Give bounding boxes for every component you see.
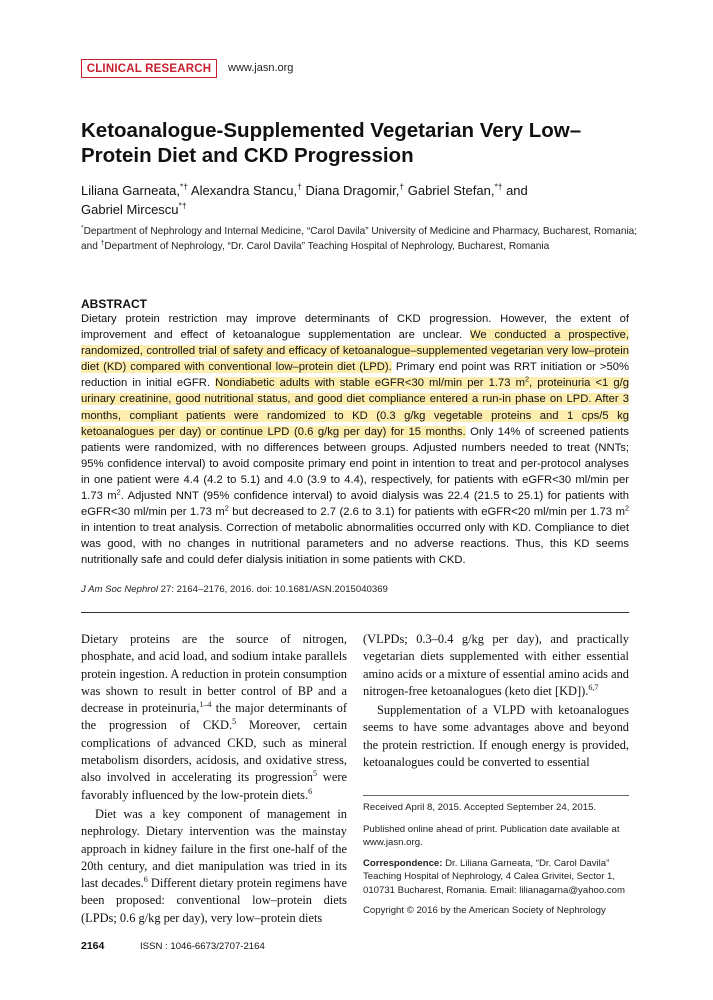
authors-and: and xyxy=(506,183,528,198)
body-paragraph xyxy=(363,631,629,700)
body-text: Moreover, certain complications of advanced CKD, such as mineral metabolism disorders, acidosis, and oxidative stress, also involved in accelerating its progression xyxy=(81,718,348,785)
copyright-notice: Copyright © 2016 by the American Society of Nephrology xyxy=(363,905,606,916)
reference-mark: 6 xyxy=(143,875,148,885)
body-text: Different dietary protein regimens have been proposed: conventional low–protein diets (LPDs; 0.6 g/kg per day), very low–protein diets xyxy=(81,876,347,925)
body-text: the major determinants of the progression of CKD. xyxy=(81,701,347,733)
abstract-sentence: Only 14% of screened patients patients were randomized, with no differences between groups. Adjusted numbers needed to treat (NNTs; 95% confidence interval) to avoid composite primary end point in intention to treat and per-protocol analyses in one patient were 4.4 (4.2 to 5.1) and 4.0 (3.9 to 4.4), respectively, for patients with eGFR<30 ml/min per 1.73 m xyxy=(81,425,629,503)
citation-journal: J Am Soc Nephrol xyxy=(81,584,158,595)
body-text: (VLPDs; 0.3–0.4 g/kg per day), and practically vegetarian diets supplemented with either essential amino acids or a mixture of essential amino acids and nitrogen-free ketoanalogues (keto diet [KD]). xyxy=(363,632,629,698)
body-column-right xyxy=(363,631,629,771)
author-name: Gabriel Mircescu xyxy=(81,202,179,217)
author-name: Diana Dragomir, xyxy=(305,183,400,198)
publication-note: Published online ahead of print. Publication date available at www.jasn.org. xyxy=(363,824,620,849)
reference-mark: 5 xyxy=(312,769,317,779)
article-info-divider xyxy=(363,795,629,796)
received-dates: Received April 8, 2015. Accepted September 24, 2015. xyxy=(363,802,597,813)
superscript: 2 xyxy=(524,374,530,384)
body-text: were favorably influenced by the low-protein diets. xyxy=(81,770,348,802)
abstract-sentence: Dietary protein restriction may improve determinants of CKD progression. However, the extent of improvement and effect of ketoanalogue supplementation are unclear. xyxy=(81,313,629,342)
correspondence-text: Dr. Liliana Garneata, “Dr. Carol Davila” Teaching Hospital of Nephrology, 4 Calea Grivitei, Sector 1, 010731 Bucharest, Romania. Email: lilianagarna@yahoo.com xyxy=(363,858,625,896)
correspondence xyxy=(363,857,629,897)
abstract-sentence: in intention to treat analysis. Correction of metabolic abnormalities occurred only with KD. Compliance to diet was good, with no changes in nutritional parameters and no adverse reactions. Thus, this KD seems nutritionally safe and could defer dialysis initiation in some patients with CKD. xyxy=(81,522,629,567)
affiliation-mark: † xyxy=(100,239,105,247)
abstract-text xyxy=(81,311,629,569)
body-paragraph: Supplementation of a VLPD with ketoanalogues seems to have some advantages above and beyond the protein restriction. If enough energy is provided, ketoanalogues could be converted to essential xyxy=(363,703,629,770)
page-number: 2164 xyxy=(81,940,105,952)
abstract-highlight-text: Nondiabetic adults with stable eGFR<30 ml/min per 1.73 m xyxy=(215,377,525,390)
body-text: Diet was a key component of management in nephrology. Dietary intervention was the mainstay approach in kidney failure in the first one-half of the 20th century, and diet manipulation was tried in its last decades. xyxy=(81,806,347,891)
reference-mark: 5 xyxy=(232,717,237,727)
author-affiliation-mark: *† xyxy=(180,181,188,192)
correspondence-label: Correspondence: xyxy=(363,858,443,869)
author-affiliation-mark: † xyxy=(399,181,405,192)
body-paragraph xyxy=(81,631,347,804)
author-affiliation-mark: † xyxy=(297,181,302,192)
author-name: Alexandra Stancu, xyxy=(190,183,298,198)
author-affiliation-mark: *† xyxy=(494,181,503,192)
citation-line xyxy=(81,584,388,595)
issn-line: ISSN : 1046-6673/2707-2164 xyxy=(140,941,265,952)
affiliations xyxy=(81,224,641,254)
reference-mark: 6 xyxy=(308,786,313,796)
author-name: Gabriel Stefan, xyxy=(407,183,495,198)
reference-mark: 6,7 xyxy=(588,682,599,692)
affiliation-text: Department of Nephrology and Internal Medicine, “Carol Davila” University of Medicine and Pharmacy, Bucharest, Romania; and xyxy=(81,226,638,252)
journal-url-link[interactable]: www.jasn.org xyxy=(228,62,294,74)
superscript: 2 xyxy=(224,503,229,513)
superscript: 2 xyxy=(116,487,121,497)
reference-mark: 1–4 xyxy=(199,700,212,710)
abstract-sentence: but decreased to 2.7 (2.6 to 3.1) for patients with eGFR<20 ml/min per 1.73 m xyxy=(228,506,625,519)
affiliation-text: Department of Nephrology, “Dr. Carol Davila” Teaching Hospital of Nephrology, Bucharest, Romania xyxy=(104,241,550,252)
body-text: Dietary proteins are the source of nitrogen, phosphate, and acid load, and sodium intake parallels protein ingestion. A reduction in protein consumption was shown to result in better control of BP and a decrease in proteinuria, xyxy=(81,632,347,716)
abstract-sentence: . Adjusted NNT (95% confidence interval) to avoid dialysis was 22.4 (21.5 to 25.1) for patients with eGFR<30 ml/min per 1.73 m xyxy=(81,490,629,519)
article-title: Ketoanalogue-Supplemented Vegetarian Very Low–Protein Diet and CKD Progression xyxy=(81,119,582,167)
superscript: 2 xyxy=(624,503,629,513)
section-divider xyxy=(81,612,629,613)
citation-details: 27: 2164–2176, 2016. doi: 10.1681/ASN.2015040369 xyxy=(157,584,388,595)
author-name: Liliana Garneata, xyxy=(81,183,181,198)
abstract-highlight-text: , proteinuria <1 g/g urinary creatinine, good nutritional status, and good diet compliance entered a run-in phase on LPD. After 3 months, compliant patients were randomized to KD (0.3 g/kg vegetable proteins and 1 cps/5 kg ketoanalogues per day) or continue LPD (0.6 g/kg per day) for 15 months. xyxy=(81,377,629,438)
body-column-left xyxy=(81,631,347,927)
abstract-sentence: Primary end point was RRT initiation or >50% reduction in initial eGFR. xyxy=(81,361,629,390)
author-list xyxy=(81,181,621,219)
body-paragraph xyxy=(81,806,347,927)
author-affiliation-mark: *† xyxy=(178,200,187,211)
affiliation-mark: * xyxy=(81,224,84,232)
abstract-highlight: We conducted a prospective, randomized, controlled trial of safety and efficacy of ketoanalogue–supplemented vegetarian very low–protein diet (KD) compared with conventional low–protein diet (LPD). xyxy=(81,329,629,374)
section-label: CLINICAL RESEARCH xyxy=(81,59,217,78)
abstract-heading: ABSTRACT xyxy=(81,297,147,311)
